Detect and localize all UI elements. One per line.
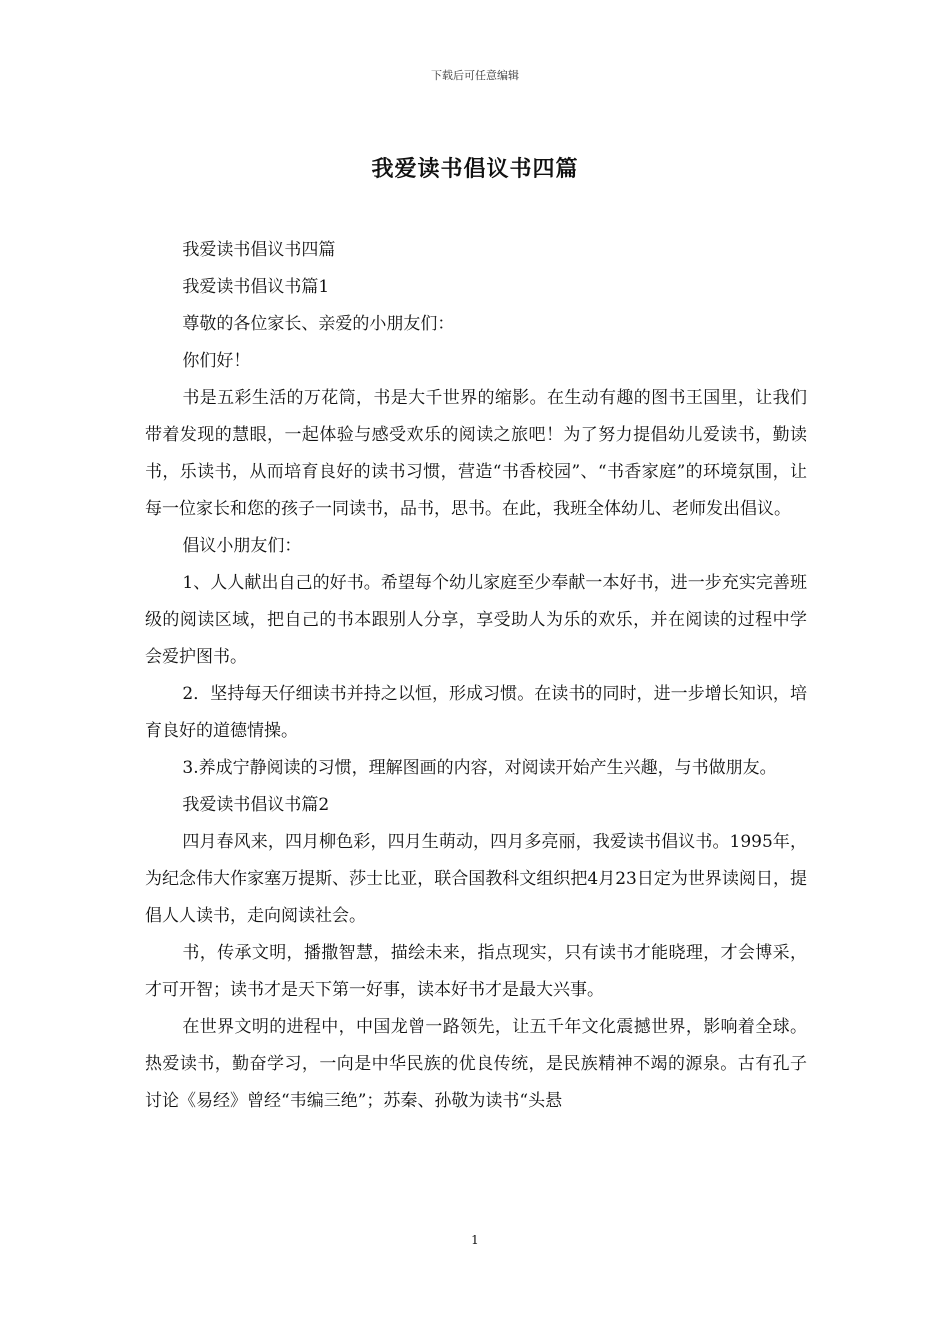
paragraph-section-2-heading: 我爱读书倡议书篇2 bbox=[182, 795, 330, 815]
paragraph-books-value: 书，传承文明，播撒智慧，描绘未来，指点现实，只有读书才能晓理，才会博采，才可开智；读书才是天下第一好事，读本好书才是最大兴事。 bbox=[145, 943, 807, 1000]
paragraph-salutation: 尊敬的各位家长、亲爱的小朋友们： bbox=[182, 314, 455, 334]
page-number: 1 bbox=[471, 1233, 479, 1247]
header-note: 下载后可任意编辑 bbox=[431, 69, 519, 82]
paragraph-intro: 书是五彩生活的万花筒，书是大千世界的缩影。在生动有趣的图书王国里，让我们带着发现的慧眼，一起体验与感受欢乐的阅读之旅吧！为了努力提倡幼儿爱读书，勤读书，乐读书，从而培育良好的读书习惯，营造“书香校园”、“书香家庭”的环境氛围，让每一位家长和您的孩子一同读书，品书，思书。在此，我班全体幼儿、老师发出倡议。 bbox=[145, 388, 807, 519]
paragraph-section-1-heading: 我爱读书倡议书篇1 bbox=[182, 277, 330, 297]
paragraph-proposal-lead: 倡议小朋友们： bbox=[182, 536, 302, 556]
document-title: 我爱读书倡议书四篇 bbox=[371, 156, 579, 182]
document-body bbox=[145, 232, 807, 1120]
paragraph-proposal-1: 1、人人献出自己的好书。希望每个幼儿家庭至少奉献一本好书，进一步充实完善班级的阅读区域，把自己的书本跟别人分享，享受助人为乐的欢乐，并在阅读的过程中学会爱护图书。 bbox=[145, 573, 807, 667]
paragraph-world-book-day: 四月春风来，四月柳色彩，四月生萌动，四月多亮丽，我爱读书倡议书。1995年，为纪念伟大作家塞万提斯、莎士比亚，联合国教科文组织把4月23日定为世界读阅日，提倡人人读书，走向阅读社会。 bbox=[145, 832, 807, 926]
paragraph-proposal-3: 3.养成宁静阅读的习惯，理解图画的内容，对阅读开始产生兴趣，与书做朋友。 bbox=[182, 758, 777, 778]
paragraph-chinese-tradition: 在世界文明的进程中，中国龙曾一路领先，让五千年文化震撼世界，影响着全球。热爱读书，勤奋学习，一向是中华民族的优良传统，是民族精神不竭的源泉。古有孔子讨论《易经》曾经“韦编三绝”；苏秦、孙敬为读书“头悬 bbox=[145, 1017, 807, 1111]
paragraph-proposal-2: 2．坚持每天仔细读书并持之以恒，形成习惯。在读书的同时，进一步增长知识，培育良好的道德情操。 bbox=[145, 684, 807, 741]
paragraph-greeting: 你们好！ bbox=[182, 351, 251, 371]
paragraph-subtitle: 我爱读书倡议书四篇 bbox=[182, 240, 336, 260]
